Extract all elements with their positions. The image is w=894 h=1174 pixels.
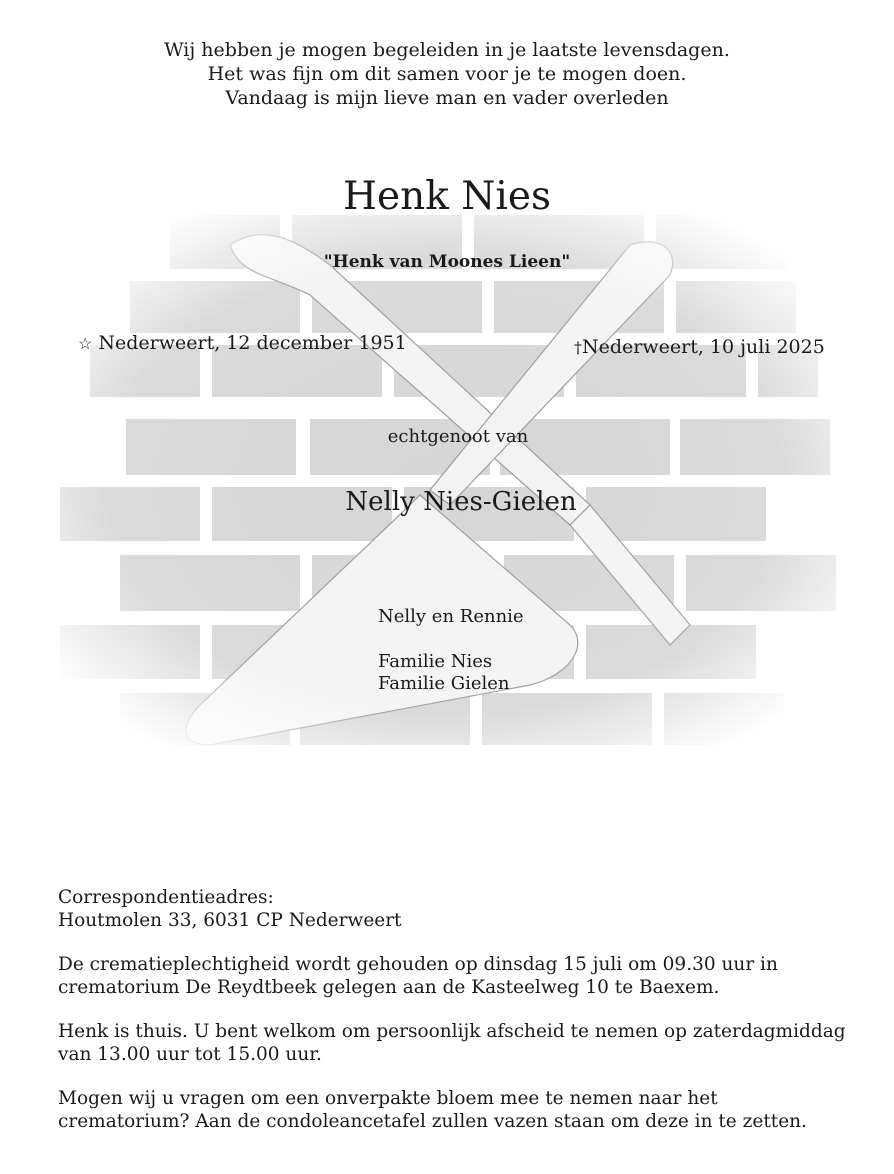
ceremony-block	[58, 953, 868, 999]
flower-block	[58, 1087, 868, 1133]
visit-line-1: Henk is thuis. U bent welkom om persoonlijk afscheid te nemen op zaterdagmiddag	[58, 1021, 846, 1042]
ceremony-line-1: De crematieplechtigheid wordt gehouden op dinsdag 15 juli om 09.30 uur in	[58, 954, 778, 975]
ceremony-line-2: crematorium De Reydtbeek gelegen aan de Kasteelweg 10 te Baexem.	[58, 977, 720, 998]
family-gielen: Familie Gielen	[378, 673, 510, 694]
star-icon: ☆	[78, 334, 93, 353]
birth-info	[78, 330, 407, 357]
death-info	[574, 334, 825, 361]
flower-line-2: crematorium? Aan de condoleancetafel zullen vazen staan om deze in te zetten.	[58, 1111, 807, 1132]
deceased-name: Henk Nies	[343, 174, 551, 219]
deceased-nickname: "Henk van Moones Lieen"	[323, 252, 571, 272]
address-label: Correspondentieadres:	[58, 887, 274, 908]
flower-line-1: Mogen wij u vragen om een onverpakte bloem mee te nemen naar het	[58, 1088, 718, 1109]
birth-place-date: Nederweert, 12 december 1951	[98, 332, 407, 354]
spouse-label: echtgenoot van	[387, 426, 529, 447]
family-list	[378, 606, 524, 695]
address-value: Houtmolen 33, 6031 CP Nederweert	[58, 910, 402, 931]
intro-line-2: Het was fijn om dit samen voor je te mogen doen.	[207, 63, 687, 85]
visit-block	[58, 1020, 868, 1066]
death-place-date: Nederweert, 10 juli 2025	[582, 336, 825, 358]
cross-icon: †	[574, 338, 582, 357]
intro-line-1: Wij hebben je mogen begeleiden in je laatste levensdagen.	[164, 39, 730, 61]
family-nies: Familie Nies	[378, 651, 493, 672]
family-children: Nelly en Rennie	[378, 606, 524, 627]
visit-line-2: van 13.00 uur tot 15.00 uur.	[58, 1044, 322, 1065]
spouse-name: Nelly Nies-Gielen	[345, 487, 577, 517]
intro-line-3: Vandaag is mijn lieve man en vader overleden	[225, 87, 669, 109]
address-block	[58, 886, 868, 932]
practical-info	[58, 886, 868, 1154]
intro-text	[0, 38, 894, 110]
